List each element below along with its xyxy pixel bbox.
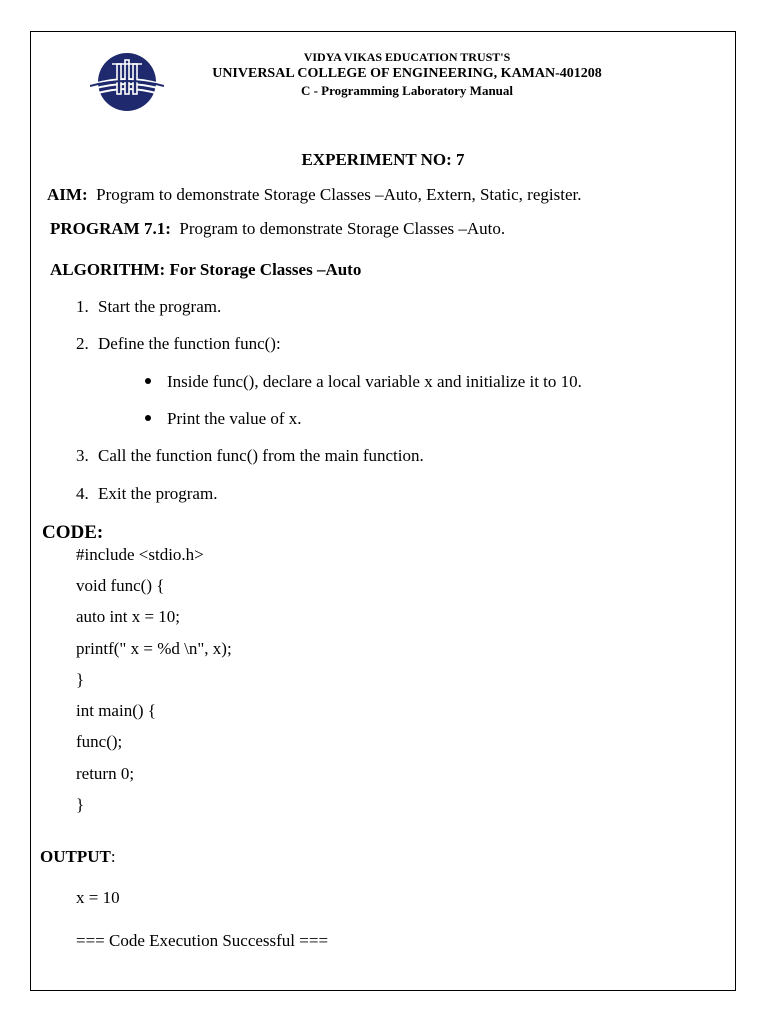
step-text: Call the function func() from the main function. xyxy=(98,446,424,465)
experiment-title: EXPERIMENT NO: 7 xyxy=(301,150,465,169)
algorithm-step xyxy=(76,446,424,466)
code-heading: CODE: xyxy=(42,522,104,543)
college-name: UNIVERSAL COLLEGE OF ENGINEERING, KAMAN-401208 xyxy=(212,66,602,81)
algorithm-step xyxy=(76,334,281,354)
sub-bullet-text: Print the value of x. xyxy=(167,409,302,428)
code-line: } xyxy=(76,795,85,814)
program-line xyxy=(50,219,505,239)
step-text: Start the program. xyxy=(98,297,222,316)
trust-name: VIDYA VIKAS EDUCATION TRUST'S xyxy=(303,50,511,64)
output-line: x = 10 xyxy=(76,888,120,907)
algorithm-heading: ALGORITHM: For Storage Classes –Auto xyxy=(50,260,362,279)
step-text: Define the function func(): xyxy=(98,334,281,353)
output-heading xyxy=(40,847,116,867)
code-line: func(); xyxy=(76,732,123,751)
aim-line xyxy=(47,185,581,205)
code-line: return 0; xyxy=(76,764,135,783)
aim-text: Program to demonstrate Storage Classes –Auto, Extern, Static, register. xyxy=(96,185,582,204)
algorithm-step xyxy=(76,484,217,504)
code-line: #include <stdio.h> xyxy=(76,545,204,564)
bullet-icon xyxy=(145,415,151,421)
step-text: Exit the program. xyxy=(98,484,218,503)
program-text: Program to demonstrate Storage Classes –Auto. xyxy=(179,219,506,238)
step-number: 2. xyxy=(76,334,89,353)
code-line: } xyxy=(76,670,85,689)
bullet-icon xyxy=(145,378,151,384)
algorithm-step xyxy=(76,297,221,317)
output-line: === Code Execution Successful === xyxy=(76,931,329,950)
step-number: 3. xyxy=(76,446,89,465)
manual-title: C - Programming Laboratory Manual xyxy=(300,83,514,98)
aim-label: AIM: xyxy=(47,185,88,204)
college-emblem-icon xyxy=(90,52,164,112)
program-label: PROGRAM 7.1: xyxy=(50,219,171,238)
step-number: 4. xyxy=(76,484,89,503)
output-label: OUTPUT xyxy=(40,847,111,866)
output-colon: : xyxy=(110,847,116,866)
code-line: int main() { xyxy=(76,701,156,720)
code-line: printf(" x = %d \n", x); xyxy=(76,639,232,658)
code-line: void func() { xyxy=(76,576,165,595)
page-border xyxy=(30,31,736,991)
step-number: 1. xyxy=(76,297,89,316)
code-line: auto int x = 10; xyxy=(76,607,181,626)
sub-bullet-text: Inside func(), declare a local variable x and initialize it to 10. xyxy=(167,372,582,391)
